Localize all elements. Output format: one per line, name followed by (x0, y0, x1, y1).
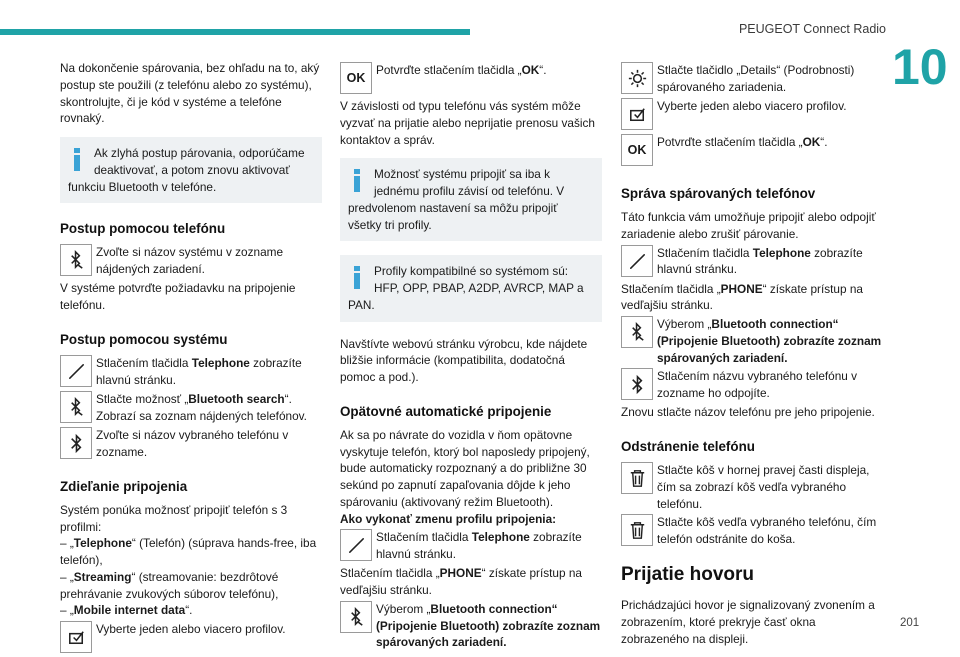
step-row: Zvoľte si názov systému v zozname nájdených zariadení. (60, 244, 322, 278)
info-icon (348, 263, 374, 293)
transfer-text: V závislosti od typu telefónu vás systém môže vyzvať na prijatie alebo neprijatie prenosu vašich kontaktov a správ. (340, 99, 595, 147)
section-heading-call: Prijatie hovoru (621, 564, 755, 586)
website-text: Navštívte webovú stránku výrobcu, kde nájdete bližšie informácie (kompatibilita, dodatočná pomoc a pod.). (340, 336, 588, 384)
column-2 (340, 60, 602, 653)
info-icon (348, 166, 374, 196)
column-3 (621, 60, 883, 648)
phone-handset-icon (621, 245, 653, 277)
bluetooth-hand-icon (621, 316, 653, 348)
section-heading-share: Zdieľanie pripojenia (60, 478, 188, 494)
bluetooth-hand-icon (60, 391, 92, 423)
list-item: – „Telephone“ (Telefón) (súprava hands-free, iba telefón), (60, 536, 317, 568)
info-note-text: Profily kompatibilné so systémom sú: HFP, OPP, PBAP, A2DP, AVRCP, MAP a PAN. (348, 264, 584, 312)
info-note (340, 158, 602, 241)
call-text: Prichádzajúci hovor je signalizovaný zvonením a zobrazením, ktoré prekryje časť okna zobrazeného na displeji. (621, 598, 875, 646)
section-heading-remove: Odstránenie telefónu (621, 439, 755, 455)
phone-handset-icon (60, 355, 92, 387)
info-note-text: Možnosť systému pripojiť sa iba k jednému profilu závisí od telefónu. V predvolenom nastavení sa môžu pripojiť všetky tri profily. (348, 167, 565, 232)
list-item: – „Streaming“ (streamovanie: bezdrôtové prehrávanie zvukových súborov telefónu), (60, 569, 279, 601)
section-heading-manage: Správa spárovaných telefónov (621, 186, 816, 201)
column-1 (60, 60, 322, 657)
ok-button-icon: OK (621, 134, 653, 166)
phone-access-text: Stlačením tlačidla „PHONE“ získate prístup na vedľajšiu stránku. (621, 281, 863, 313)
page-number: 201 (900, 617, 920, 629)
bluetooth-hand-icon (60, 244, 92, 276)
trash-icon (621, 462, 653, 494)
step-row: Stlačením názvu vybraného telefónu v zozname ho odpojíte. (621, 368, 883, 402)
step-row: Stlačte možnosť „Bluetooth search“. Zobrazí sa zoznam nájdených telefónov. (60, 391, 322, 425)
phone-handset-icon (340, 529, 372, 561)
step-row: Výberom „Bluetooth connection“ (Pripojenie Bluetooth) zobrazíte zoznam spárovaných zariadení. (621, 316, 883, 366)
info-note (340, 255, 602, 321)
step-row: Vyberte jeden alebo viacero profilov. (621, 98, 883, 132)
step-row: Vyberte jeden alebo viacero profilov. (60, 621, 322, 655)
auto-text: Ak sa po návrate do vozidla v ňom opätovne vyskytuje telefón, ktorý bol naposledy pripojený, bude automaticky rozpoznaný a do približne 30 sekúnd po zapnutí zapaľovania dôjde k jeho spárovaniu (aktivovaný režim Bluetooth). (340, 427, 590, 509)
step-row: Stlačte tlačidlo „Details“ (Podrobnosti) spárovaného zariadenia. (621, 62, 883, 96)
step-row: Stlačte kôš vedľa vybraného telefónu, čím telefón odstránite do koša. (621, 514, 883, 548)
checkbox-icon (60, 621, 92, 653)
phone-access-text: Stlačením tlačidla „PHONE“ získate prístup na vedľajšiu stránku. (340, 566, 582, 598)
intro-paragraph: Na dokončenie spárovania, bez ohľadu na to, aký postup ste použili (z telefónu alebo zo systému), skontrolujte, či je kód v systéme a telefóne rovnaký. (60, 61, 320, 126)
info-note (60, 137, 322, 203)
reconnect-text: Znovu stlačte názov telefónu pre jeho pripojenie. (621, 405, 875, 420)
step-row: OK Potvrďte stlačením tlačidla „OK“. (340, 62, 602, 96)
auto-question: Ako vykonať zmenu profilu pripojenia: (340, 511, 557, 526)
bluetooth-icon (60, 427, 92, 459)
step-row: Výberom „Bluetooth connection“ (Pripojenie Bluetooth) zobrazíte zoznam spárovaných zariadení. (340, 601, 602, 651)
checkbox-icon (621, 98, 653, 130)
gear-icon (621, 62, 653, 94)
bluetooth-hand-icon (340, 601, 372, 633)
header-title: PEUGEOT Connect Radio (738, 22, 886, 36)
ok-button-icon: OK (340, 62, 372, 94)
bluetooth-icon (621, 368, 653, 400)
manage-text: Táto funkcia vám umožňuje pripojiť alebo odpojiť zariadenie alebo zrušiť párovanie. (621, 210, 876, 241)
list-item: – „Mobile internet data“. (60, 603, 193, 618)
chapter-number: 10 (892, 39, 948, 95)
header-accent-bar (0, 29, 470, 35)
section-heading-phone: Postup pomocou telefónu (60, 221, 226, 237)
step-row: OK Potvrďte stlačením tlačidla „OK“. (621, 134, 883, 168)
step-row: Stlačením tlačidla Telephone zobrazíte hlavnú stránku. (621, 245, 883, 279)
section-heading-system: Postup pomocou systému (60, 331, 228, 347)
phone-confirm-text: V systéme potvrďte požiadavku na pripojenie telefónu. (60, 281, 296, 313)
trash-icon (621, 514, 653, 546)
step-row: Stlačením tlačidla Telephone zobrazíte hlavnú stránku. (60, 355, 322, 389)
info-icon (68, 145, 94, 175)
step-row: Stlačte kôš v hornej pravej časti displeja, čím sa zobrazí kôš vedľa vybraného telefónu. (621, 462, 883, 512)
step-row: Zvoľte si názov vybraného telefónu v zozname. (60, 427, 322, 461)
share-intro: Systém ponúka možnosť pripojiť telefón s 3 profilmi: (60, 502, 288, 534)
section-heading-auto: Opätovné automatické pripojenie (340, 403, 552, 419)
step-row: Stlačením tlačidla Telephone zobrazíte hlavnú stránku. (340, 529, 602, 563)
info-note-text: Ak zlyhá postup párovania, odporúčame deaktivovať, a potom znovu aktivovať funkciu Bluetooth v telefóne. (68, 146, 305, 194)
